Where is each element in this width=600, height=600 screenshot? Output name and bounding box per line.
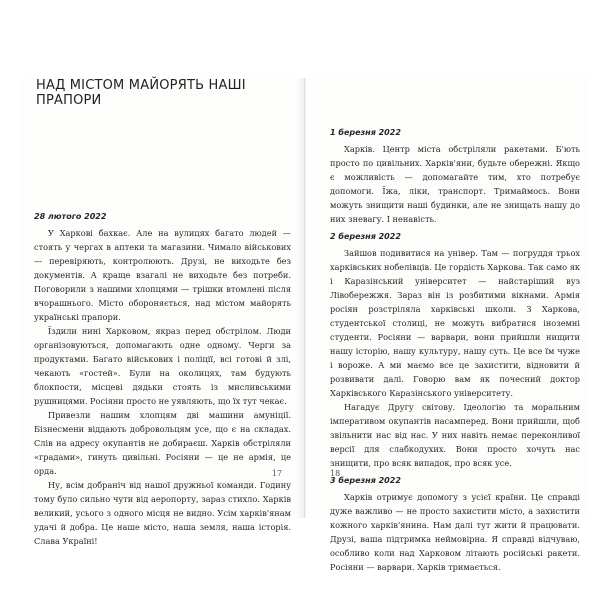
- page-number: 18: [330, 469, 341, 478]
- entry-date: 1 березня 2022: [330, 128, 401, 137]
- entry-date: 3 березня 2022: [330, 476, 401, 485]
- paragraph: Харків. Центр міста обстріляли ракетами. Б'ють просто по цивільних. Харків'яни, будьте обережні. Якщо є можливість — допомагайте тим, хто потребує допомоги. Їжа, ліки, транспорт. Тримаймось. Вони можуть знищити наші будинки, але не знищать нашу до них зневагу. І ненавість.: [330, 144, 580, 224]
- entry-date: 28 лютого 2022: [34, 212, 107, 221]
- paragraph: Харків отримує допомогу з усієї країни. Це справді дуже важливо — не просто захистити місто, а захистити кожного харків'янина. Нам далі тут жити й працювати. Друзі, ваша підтримка неймовірна. Я справді відчуваю, особливо коли над Харковом літають російські ракети. Росіяни — варвари. Харків тримається.: [330, 492, 580, 572]
- left-page-text: [34, 210, 291, 548]
- paragraph: У Харкові бахкає. Але на вулицях багато людей — стоять у чергах в аптеки та магазини. Чимало військових — перевіряють, контролюють. Друзі, не виходьте без документів. А краще взагалі не виходьте без потреби. Поговорили з нашими хлопцями — трішки втомлені після вчорашнього. Місто обороняється, над містом майорять українські прапори.: [34, 228, 291, 322]
- chapter-title: НАД МІСТОМ МАЙОРЯТЬ НАШІ ПРАПОРИ: [36, 78, 246, 108]
- left-page: [20, 78, 305, 546]
- paragraph: Їздили нині Харковом, якраз перед обстрілом. Люди організовуються, допомагають одне одному. Черги за продуктами. Багато військових і поліції, всі готові й злі, чекають «гостей». Були на околицях, там будують блокпости, місцеві дядьки стоять із мисливськими рушницями. Росіяни просто не уявляють, що їх тут чекає.: [34, 326, 291, 406]
- paragraph: Зайшов подивитися на універ. Там — погруддя трьох харківських нобелівців. Це гордість Харкова. Так само як і Каразінський університет — найстаріший вуз Лівобережжя. Зараз він із розбитими вікнами. Армія росіян розстріляла харківські школи. З Харкова, студентської столиці, не можуть вибратися іноземні студенти. Росіяни — варвари, вони прийшли нищити нашу історію, нашу культуру, нашу суть. Це все їм чуже і ворожe. А ми маємо все це захистити, відновити й розвивати далі. Говорю вам як почесний доктор Харківського Каразінського університету.: [330, 248, 580, 398]
- right-page: [306, 78, 590, 572]
- paragraph: Нагадує Другу світову. Ідеологію та моральним імперативом окупантів насамперед. Вони прийшли, щоб звільнити нас від нас. У них навіть немає переконливої версії для слабкодухих. Вони просто хочуть нас знищити, про всяк випадок, про всяк усе.: [330, 402, 580, 468]
- page-number: 17: [271, 469, 282, 478]
- paragraph: Привезли нашим хлопцям дві машини амуніції. Бізнесмени віддають добровольцям усе, що є на складах. Слів на адресу окупантів не добираєш. Харків обстріляли «градами», гинуть цивільні. Росіяни — це не армія, це орда.: [34, 410, 291, 476]
- right-page-text: [330, 122, 580, 574]
- paragraph: Ну, всім добраніч від нашої дружньої команди. Годину тому було сильно чути від аеропорту, зараз стихло. Харків великий, усього з одного місця не видно. Усім харків'янам удачі й добра. Це наше місто, наша земля, наша історія. Слава Україні!: [34, 480, 291, 546]
- entry-date: 2 березня 2022: [330, 232, 401, 241]
